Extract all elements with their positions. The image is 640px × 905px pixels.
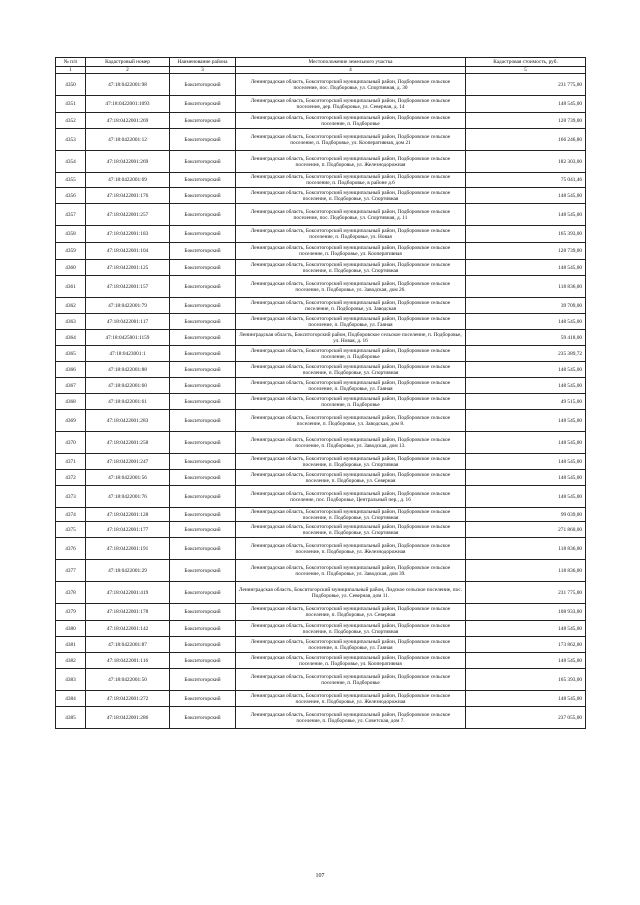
row-number: 4364: [56, 330, 86, 346]
row-number: 4352: [56, 113, 86, 129]
district-name: Бокситогорский: [170, 188, 236, 204]
cadastral-number: 47:18:0422001:117: [86, 314, 170, 330]
cadastral-cost: 148 545,00: [466, 188, 586, 204]
cadastral-number: 47:18:0422001:29: [86, 560, 170, 582]
column-number: 3: [170, 67, 236, 74]
row-number: 4384: [56, 691, 86, 707]
row-number: 4374: [56, 508, 86, 522]
row-number: 4367: [56, 378, 86, 394]
cadastral-cost: 128 739,00: [466, 113, 586, 129]
table-row: [56, 454, 586, 470]
table-row: [56, 470, 586, 486]
table-row: [56, 621, 586, 637]
cadastral-cost: 166 246,80: [466, 129, 586, 151]
cadastral-cost: 148 545,00: [466, 621, 586, 637]
land-location: Ленинградская область, Бокситогорский муниципальный район, Подборовское сельское поселение, п. Подборовье: [236, 394, 466, 410]
district-name: Бокситогорский: [170, 113, 236, 129]
table-row: [56, 113, 586, 129]
district-name: Бокситогорский: [170, 346, 236, 362]
column-number: 5: [466, 67, 586, 74]
land-location: Ленинградская область, Бокситогорский муниципальный район, Подборовское сельское поселение, п. Подборовье, ул. Железнодорожная: [236, 538, 466, 560]
district-name: Бокситогорский: [170, 653, 236, 669]
row-number: 4359: [56, 243, 86, 260]
cadastral-cost: 148 545,00: [466, 260, 586, 276]
row-number: 4379: [56, 604, 86, 621]
district-name: Бокситогорский: [170, 410, 236, 432]
row-number: 4385: [56, 707, 86, 729]
district-name: Бокситогорский: [170, 276, 236, 298]
row-number: 4356: [56, 188, 86, 204]
table-row: [56, 669, 586, 691]
land-location: Ленинградская область, Бокситогорский муниципальный район, Подборовское сельское поселение, п. Подборовье, ул. Заводская, дом 8.: [236, 410, 466, 432]
table-row: [56, 129, 586, 151]
cadastral-number: 47:18:0422001:183: [86, 226, 170, 243]
row-number: 4358: [56, 226, 86, 243]
cadastral-cost: 271 860,00: [466, 522, 586, 538]
cadastral-cost: 235 389,72: [466, 346, 586, 362]
row-number: 4381: [56, 637, 86, 653]
cadastral-cost: 148 545,00: [466, 204, 586, 226]
cadastral-cost: 148 545,00: [466, 691, 586, 707]
table-row: [56, 560, 586, 582]
land-location: Ленинградская область, Бокситогорский муниципальный район, Подборовское сельское поселение, п. Подборовье, ул. Спортивная: [236, 362, 466, 378]
table-row: [56, 508, 586, 522]
table-row: [56, 188, 586, 204]
cadastral-cost: 118 836,00: [466, 538, 586, 560]
land-location: Ленинградская область, Бокситогорский район, Подборовское сельское поселение, п. Подборовье, ул. Новая, д. 16: [236, 330, 466, 346]
row-number: 4350: [56, 74, 86, 96]
column-number: 2: [86, 67, 170, 74]
district-name: Бокситогорский: [170, 129, 236, 151]
land-location: Ленинградская область, Бокситогорский муниципальный район, Подборовское сельское поселение, п. Подборовье, ул. Железнодорожная: [236, 151, 466, 173]
cadastral-cost: 148 545,00: [466, 486, 586, 508]
land-location: Ленинградская область, Бокситогорский муниципальный район, Подборовское сельское поселение, дер. Подборовье, ул. Северная, д. 14: [236, 96, 466, 113]
table-row: [56, 691, 586, 707]
land-location: Ленинградская область, Бокситогорский муниципальный район, Подборовское сельское поселение, п. Подборовье, ул. Новая: [236, 226, 466, 243]
cadastral-cost: 148 545,00: [466, 378, 586, 394]
cadastral-number: 47:18:0422001:60: [86, 378, 170, 394]
district-name: Бокситогорский: [170, 226, 236, 243]
land-location: Ленинградская область, Бокситогорский муниципальный район, Подборовское сельское поселение, п. Подборовье, ул. Спортивная: [236, 522, 466, 538]
land-location: Ленинградская область, Бокситогорский муниципальный район, Подборовское сельское поселение, пос. Подборовье, ул. Спортивная, д. 11: [236, 204, 466, 226]
district-name: Бокситогорский: [170, 330, 236, 346]
cadastral-cost: 118 836,00: [466, 560, 586, 582]
table-row: [56, 276, 586, 298]
cadastral-number: 47:18:0422001:178: [86, 604, 170, 621]
cadastral-cost: 173 862,00: [466, 637, 586, 653]
table-row: [56, 330, 586, 346]
district-name: Бокситогорский: [170, 298, 236, 314]
cadastral-cost: 99 039,00: [466, 508, 586, 522]
table-row: [56, 538, 586, 560]
cadastral-number: 47:18:0422001:87: [86, 637, 170, 653]
cadastral-number: 47:18:0422001:12: [86, 129, 170, 151]
table-row: [56, 378, 586, 394]
cadastral-cost: 231 775,00: [466, 582, 586, 604]
land-location: Ленинградская область, Бокситогорский муниципальный район, Подборовское сельское поселение, п. Подборовье, ул. Заводская, дом 13.: [236, 432, 466, 454]
land-location: Ленинградская область, Бокситогорский муниципальный район, Подборовское сельское поселение, п. Подборовье, ул. Спортивная: [236, 508, 466, 522]
table-row: [56, 151, 586, 173]
cadastral-cost: 148 545,00: [466, 432, 586, 454]
cadastral-cost: 148 545,00: [466, 653, 586, 669]
land-location: Ленинградская область, Бокситогорский муниципальный район, Подборовское сельское поселение, п. Подборовье, ул. Кооперативная, дом 21: [236, 129, 466, 151]
row-number: 4360: [56, 260, 86, 276]
row-number: 4363: [56, 314, 86, 330]
row-number: 4366: [56, 362, 86, 378]
table-row: [56, 604, 586, 621]
district-name: Бокситогорский: [170, 454, 236, 470]
row-number: 4361: [56, 276, 86, 298]
district-name: Бокситогорский: [170, 669, 236, 691]
district-name: Бокситогорский: [170, 74, 236, 96]
table-row: [56, 582, 586, 604]
row-number: 4376: [56, 538, 86, 560]
table-row: [56, 173, 586, 188]
cadastral-number: 47:18:0422001:272: [86, 691, 170, 707]
cadastral-number: 47:18:0422001:104: [86, 243, 170, 260]
land-location: Ленинградская область, Бокситогорский муниципальный район, Подборовское сельское поселение, пос. Подборовье, Центральный пер., д. 16: [236, 486, 466, 508]
table-row: [56, 314, 586, 330]
row-number: 4377: [56, 560, 86, 582]
row-number: 4354: [56, 151, 86, 173]
cadastral-table: [55, 57, 586, 729]
cadastral-number: 47:18:0422001:286: [86, 707, 170, 729]
district-name: Бокситогорский: [170, 582, 236, 604]
land-location: Ленинградская область, Бокситогорский муниципальный район, Подборовское сельское поселение, п. Подборовье, ул. Спортивная: [236, 260, 466, 276]
table-row: [56, 637, 586, 653]
table-row: [56, 410, 586, 432]
district-name: Бокситогорский: [170, 173, 236, 188]
cadastral-cost: 148 545,00: [466, 362, 586, 378]
district-name: Бокситогорский: [170, 204, 236, 226]
land-location: Ленинградская область, Бокситогорский муниципальный район, Подборовское сельское поселение, п. Подборовье, ул. Гаяная: [236, 314, 466, 330]
district-name: Бокситогорский: [170, 538, 236, 560]
header-cell: № п/п: [56, 58, 86, 67]
cadastral-number: 47:18:0422001:247: [86, 454, 170, 470]
table-row: [56, 362, 586, 378]
cadastral-cost: 148 545,00: [466, 454, 586, 470]
cadastral-number: 47:18:0422001:69: [86, 173, 170, 188]
district-name: Бокситогорский: [170, 151, 236, 173]
district-name: Бокситогорский: [170, 621, 236, 637]
cadastral-cost: 148 545,00: [466, 314, 586, 330]
cadastral-cost: 148 545,00: [466, 470, 586, 486]
land-location: Ленинградская область, Бокситогорский муниципальный район, Подборовское сельское поселение, п. Подборовье, ул. Заводская, дом 39.: [236, 560, 466, 582]
land-location: Ленинградская область, Бокситогорский муниципальный район, Подборовское сельское поселение, п. Подборовье, ул. Железнодорожная: [236, 691, 466, 707]
land-location: Ленинградская область, Бокситогорский муниципальный район, Подборовское сельское поселение, п. Подборовье, ул. Северная: [236, 470, 466, 486]
header-cell: Кадастровый номер: [86, 58, 170, 67]
district-name: Бокситогорский: [170, 314, 236, 330]
row-number: 4383: [56, 669, 86, 691]
cadastral-number: 47:18:0422001:258: [86, 432, 170, 454]
cadastral-cost: 49 515,00: [466, 394, 586, 410]
land-location: Ленинградская область, Бокситогорский муниципальный район, Подборовское сельское поселение, пос. Подборовье, ул. Спортивная, д. 30: [236, 74, 466, 96]
table-row: [56, 653, 586, 669]
column-number: 4: [236, 67, 466, 74]
land-location: Ленинградская область, Бокситогорский муниципальный район, Лидское сельское поселение, пос. Подборовье, ул. Северная, дом 11.: [236, 582, 466, 604]
table-row: [56, 243, 586, 260]
cadastral-number: 47:18:0422001:61: [86, 394, 170, 410]
row-number: 4353: [56, 129, 86, 151]
header-row: [56, 58, 586, 67]
row-number: 4351: [56, 96, 86, 113]
district-name: Бокситогорский: [170, 470, 236, 486]
cadastral-number: 47:18:0422001:177: [86, 522, 170, 538]
cadastral-number: 47:18:0422001:269: [86, 113, 170, 129]
land-location: Ленинградская область, Бокситогорский муниципальный район, Подборовское сельское поселение, п. Подборовье, ул. Советская, дом 7.: [236, 707, 466, 729]
cadastral-number: 47:18:0422001:191: [86, 538, 170, 560]
row-number: 4380: [56, 621, 86, 637]
row-number: 4373: [56, 486, 86, 508]
district-name: Бокситогорский: [170, 96, 236, 113]
cadastral-cost: 148 545,00: [466, 410, 586, 432]
row-number: 4365: [56, 346, 86, 362]
table-row: [56, 96, 586, 113]
cadastral-cost: 75 041,46: [466, 173, 586, 188]
cadastral-number: 47:18:0422001:157: [86, 276, 170, 298]
land-location: Ленинградская область, Бокситогорский муниципальный район, Подборовское сельское поселение, п. Подборовье, ул. Кооперативная: [236, 243, 466, 260]
district-name: Бокситогорский: [170, 394, 236, 410]
row-number: 4371: [56, 454, 86, 470]
row-number: 4375: [56, 522, 86, 538]
land-location: Ленинградская область, Бокситогорский муниципальный район, Подборовское сельское поселение, п. Подборовье: [236, 669, 466, 691]
district-name: Бокситогорский: [170, 378, 236, 394]
table-row: [56, 707, 586, 729]
cadastral-cost: 128 739,00: [466, 243, 586, 260]
district-name: Бокситогорский: [170, 243, 236, 260]
cadastral-cost: 148 545,00: [466, 96, 586, 113]
row-number: 4382: [56, 653, 86, 669]
column-number: 1: [56, 67, 86, 74]
cadastral-number: 47:18:0422001:1093: [86, 96, 170, 113]
cadastral-number: 47:18:0422001:88: [86, 362, 170, 378]
table-row: [56, 522, 586, 538]
row-number: 4378: [56, 582, 86, 604]
cadastral-cost: 182 303,00: [466, 151, 586, 173]
district-name: Бокситогорский: [170, 362, 236, 378]
district-name: Бокситогорский: [170, 707, 236, 729]
cadastral-cost: 39 709,00: [466, 298, 586, 314]
table-row: [56, 204, 586, 226]
row-number: 4372: [56, 470, 86, 486]
row-number: 4362: [56, 298, 86, 314]
cadastral-number: 47:18:0422001:283: [86, 410, 170, 432]
cadastral-cost: 108 933,00: [466, 604, 586, 621]
cadastral-number: 47:18:0422001:128: [86, 508, 170, 522]
district-name: Бокситогорский: [170, 508, 236, 522]
row-number: 4370: [56, 432, 86, 454]
table-row: [56, 74, 586, 96]
row-number: 4355: [56, 173, 86, 188]
district-name: Бокситогорский: [170, 637, 236, 653]
document-page: [55, 57, 585, 729]
cadastral-number: 47:18:0422001:419: [86, 582, 170, 604]
cadastral-cost: 165 393,00: [466, 226, 586, 243]
district-name: Бокситогорский: [170, 604, 236, 621]
land-location: Ленинградская область, Бокситогорский муниципальный район, Подборовское сельское поселение, п. Подборовье: [236, 346, 466, 362]
table-row: [56, 260, 586, 276]
land-location: Ленинградская область, Бокситогорский муниципальный район, Подборовское сельское поселение, п. Подборовье, ул. Заводская: [236, 298, 466, 314]
district-name: Бокситогорский: [170, 691, 236, 707]
cadastral-number: 47:18:0422001:116: [86, 653, 170, 669]
cadastral-cost: 237 055,00: [466, 707, 586, 729]
district-name: Бокситогорский: [170, 560, 236, 582]
cadastral-number: 47:18:0422001:269: [86, 151, 170, 173]
land-location: Ленинградская область, Бокситогорский муниципальный район, Подборовское сельское поселение, п. Подборовье, ул. Спортивная: [236, 188, 466, 204]
district-name: Бокситогорский: [170, 486, 236, 508]
row-number: 4357: [56, 204, 86, 226]
cadastral-number: 47:18:0422001:56: [86, 470, 170, 486]
page-number: 107: [315, 873, 325, 879]
cadastral-cost: 118 836,00: [466, 276, 586, 298]
cadastral-number: 47:18:0422001:176: [86, 188, 170, 204]
land-location: Ленинградская область, Бокситогорский муниципальный район, Подборовское сельское поселение, п. Подборовье, в районе д.6: [236, 173, 466, 188]
district-name: Бокситогорский: [170, 260, 236, 276]
land-location: Ленинградская область, Бокситогорский муниципальный район, Подборовское сельское поселение, п. Подборовье: [236, 113, 466, 129]
cadastral-number: 47:18:0422001:50: [86, 669, 170, 691]
cadastral-number: 47:18:0422001:98: [86, 74, 170, 96]
column-number-row: [56, 67, 586, 74]
table-row: [56, 432, 586, 454]
table-row: [56, 486, 586, 508]
table-row: [56, 226, 586, 243]
cadastral-cost: 59 418,00: [466, 330, 586, 346]
cadastral-cost: 231 775,00: [466, 74, 586, 96]
table-row: [56, 298, 586, 314]
header-cell: Кадастровая стоимость, руб.: [466, 58, 586, 67]
header-cell: Местоположение земельного участка: [236, 58, 466, 67]
district-name: Бокситогорский: [170, 522, 236, 538]
land-location: Ленинградская область, Бокситогорский муниципальный район, Подборовское сельское поселение, п. Подборовье, ул. Спортивная: [236, 621, 466, 637]
cadastral-number: 47:18:0422001:79: [86, 298, 170, 314]
row-number: 4369: [56, 410, 86, 432]
cadastral-number: 47:18:0422001:125: [86, 260, 170, 276]
land-location: Ленинградская область, Бокситогорский муниципальный район, Подборовское сельское поселение, п. Подборовье, ул. Заводская, дом 26.: [236, 276, 466, 298]
cadastral-number: 47:18:0422001:76: [86, 486, 170, 508]
land-location: Ленинградская область, Бокситогорский муниципальный район, Подборовское сельское поселение, п. Подборовье, ул. Гаяная: [236, 637, 466, 653]
row-number: 4368: [56, 394, 86, 410]
land-location: Ленинградская область, Бокситогорский муниципальный район, Подборовское сельское поселение, п. Подборовье, ул. Спортивная: [236, 454, 466, 470]
table-row: [56, 394, 586, 410]
cadastral-cost: 165 393,00: [466, 669, 586, 691]
land-location: Ленинградская область, Бокситогорский муниципальный район, Подборовское сельское поселение, п. Подборовье, ул. Кооперативная: [236, 653, 466, 669]
cadastral-number: 47:18:0425001:1159: [86, 330, 170, 346]
cadastral-number: 47:18:0423001:1: [86, 346, 170, 362]
cadastral-number: 47:18:0422001:142: [86, 621, 170, 637]
land-location: Ленинградская область, Бокситогорский муниципальный район, Подборовское сельское поселение, п. Подборовье, ул. Гаяная: [236, 378, 466, 394]
district-name: Бокситогорский: [170, 432, 236, 454]
cadastral-number: 47:18:0422001:257: [86, 204, 170, 226]
land-location: Ленинградская область, Бокситогорский муниципальный район, Подборовское сельское поселение, п. Подборовье, ул. Северная: [236, 604, 466, 621]
header-cell: Наименование района: [170, 58, 236, 67]
table-row: [56, 346, 586, 362]
